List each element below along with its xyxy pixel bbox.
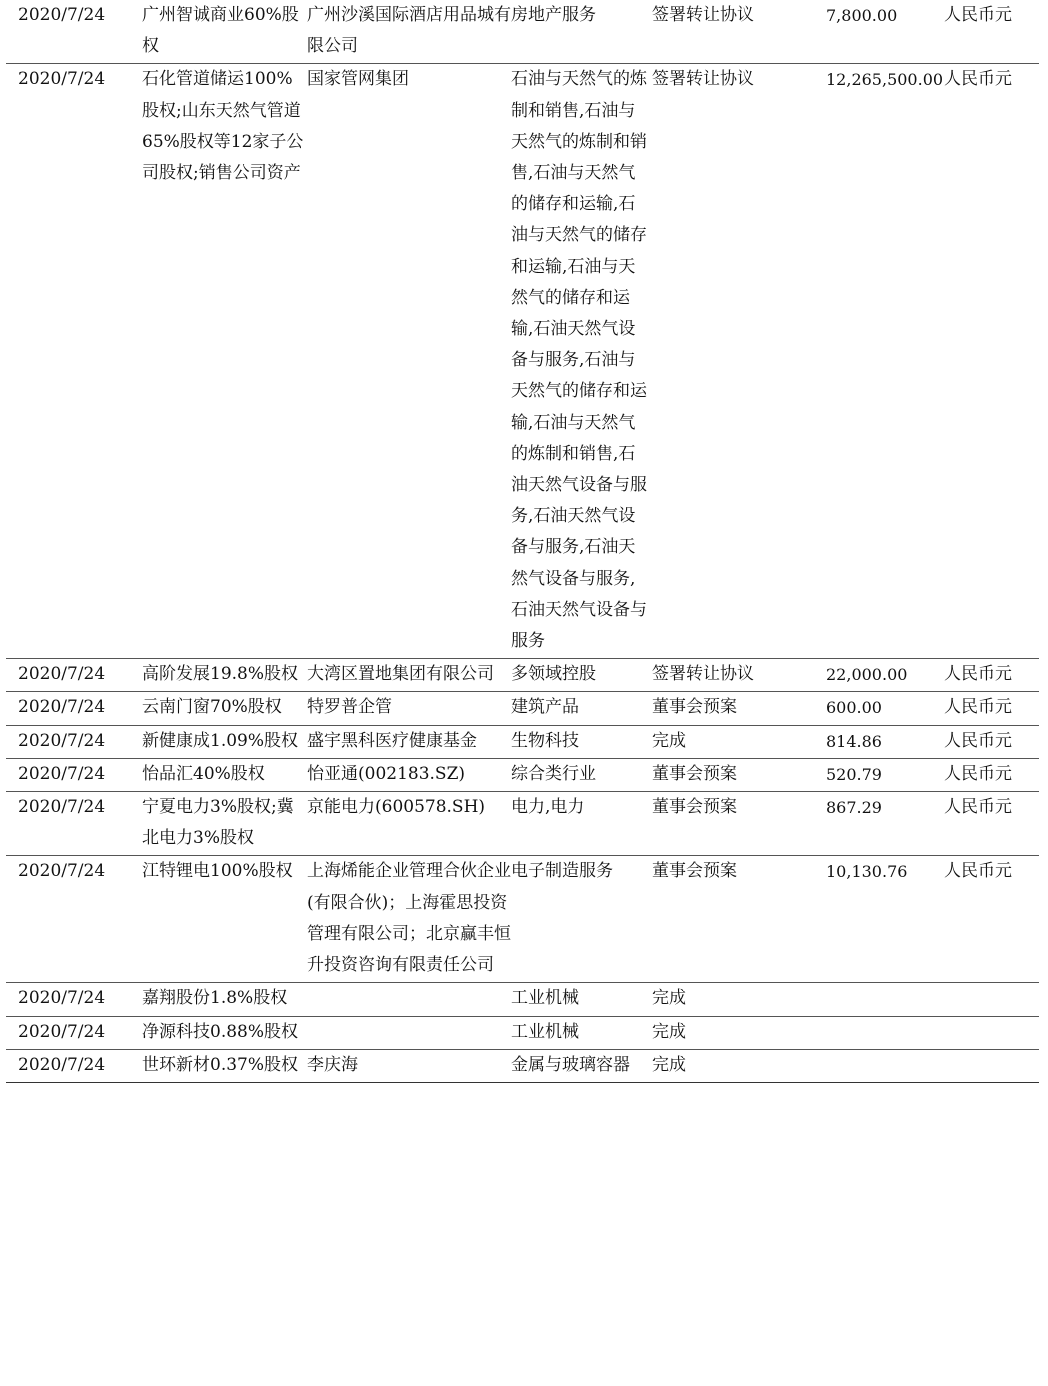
cell-amount: 520.79 <box>826 758 944 791</box>
cell-industry: 电子制造服务 <box>511 856 652 983</box>
cell-target: 宁夏电力3%股权;冀北电力3%股权 <box>142 792 307 856</box>
table-row <box>6 1016 1039 1049</box>
cell-status: 签署转让协议 <box>652 0 826 64</box>
cell-amount: 814.86 <box>826 725 944 758</box>
cell-date: 2020/7/24 <box>6 792 142 856</box>
cell-amount: 12,265,500.00 <box>826 64 944 659</box>
cell-target: 新健康成1.09%股权 <box>142 725 307 758</box>
cell-target: 世环新材0.37%股权 <box>142 1049 307 1082</box>
cell-industry: 多领域控股 <box>511 659 652 692</box>
cell-amount: 10,130.76 <box>826 856 944 983</box>
cell-status: 董事会预案 <box>652 692 826 725</box>
cell-currency <box>944 983 1039 1016</box>
table-row <box>6 983 1039 1016</box>
cell-buyer: 李庆海 <box>307 1049 511 1082</box>
cell-date: 2020/7/24 <box>6 725 142 758</box>
cell-buyer: 京能电力(600578.SH) <box>307 792 511 856</box>
cell-status: 完成 <box>652 1049 826 1082</box>
cell-industry: 金属与玻璃容器 <box>511 1049 652 1082</box>
cell-status: 完成 <box>652 1016 826 1049</box>
cell-status: 董事会预案 <box>652 856 826 983</box>
cell-amount: 600.00 <box>826 692 944 725</box>
cell-currency: 人民币元 <box>944 758 1039 791</box>
cell-date: 2020/7/24 <box>6 1049 142 1082</box>
cell-currency: 人民币元 <box>944 692 1039 725</box>
cell-target: 嘉翔股份1.8%股权 <box>142 983 307 1016</box>
cell-amount: 22,000.00 <box>826 659 944 692</box>
cell-buyer: 盛宇黑科医疗健康基金 <box>307 725 511 758</box>
cell-industry: 工业机械 <box>511 1016 652 1049</box>
cell-status: 签署转让协议 <box>652 64 826 659</box>
cell-buyer: 特罗普企管 <box>307 692 511 725</box>
cell-industry: 工业机械 <box>511 983 652 1016</box>
cell-status: 董事会预案 <box>652 792 826 856</box>
table-row <box>6 0 1039 64</box>
cell-buyer: 国家管网集团 <box>307 64 511 659</box>
cell-status: 完成 <box>652 983 826 1016</box>
cell-date: 2020/7/24 <box>6 856 142 983</box>
cell-industry: 石油与天然气的炼制和销售,石油与天然气的炼制和销售,石油与天然气的储存和运输,石油与天然气的储存和运输,石油与天然气的储存和运输,石油天然气设备与服务,石油与天然气的储存和运输,石油与天然气的炼制和销售,石油天然气设备与服务,石油天然气设备与服务,石油天然气设备与服务,石油天然气设备与服务 <box>511 64 652 659</box>
cell-buyer: 广州沙溪国际酒店用品城有限公司 <box>307 0 511 64</box>
cell-status: 董事会预案 <box>652 758 826 791</box>
cell-currency: 人民币元 <box>944 792 1039 856</box>
cell-target: 江特锂电100%股权 <box>142 856 307 983</box>
table-row <box>6 659 1039 692</box>
table-row <box>6 64 1039 659</box>
cell-amount <box>826 983 944 1016</box>
cell-amount: 7,800.00 <box>826 0 944 64</box>
cell-date: 2020/7/24 <box>6 1016 142 1049</box>
cell-target: 高阶发展19.8%股权 <box>142 659 307 692</box>
cell-target: 石化管道储运100%股权;山东天然气管道65%股权等12家子公司股权;销售公司资产 <box>142 64 307 659</box>
cell-currency <box>944 1016 1039 1049</box>
cell-date: 2020/7/24 <box>6 758 142 791</box>
cell-target: 云南门窗70%股权 <box>142 692 307 725</box>
deals-table-body <box>6 0 1039 1082</box>
cell-target: 净源科技0.88%股权 <box>142 1016 307 1049</box>
table-row <box>6 758 1039 791</box>
table-row <box>6 792 1039 856</box>
cell-buyer: 大湾区置地集团有限公司 <box>307 659 511 692</box>
cell-currency <box>944 1049 1039 1082</box>
cell-currency: 人民币元 <box>944 64 1039 659</box>
cell-amount <box>826 1016 944 1049</box>
cell-industry: 综合类行业 <box>511 758 652 791</box>
cell-currency: 人民币元 <box>944 725 1039 758</box>
cell-date: 2020/7/24 <box>6 659 142 692</box>
cell-date: 2020/7/24 <box>6 983 142 1016</box>
cell-industry: 房地产服务 <box>511 0 652 64</box>
table-row <box>6 692 1039 725</box>
cell-amount: 867.29 <box>826 792 944 856</box>
cell-industry: 电力,电力 <box>511 792 652 856</box>
deals-table <box>6 0 1039 1083</box>
cell-target: 怡品汇40%股权 <box>142 758 307 791</box>
table-row <box>6 856 1039 983</box>
cell-status: 完成 <box>652 725 826 758</box>
cell-industry: 生物科技 <box>511 725 652 758</box>
cell-date: 2020/7/24 <box>6 0 142 64</box>
table-row <box>6 1049 1039 1082</box>
cell-date: 2020/7/24 <box>6 692 142 725</box>
cell-currency: 人民币元 <box>944 0 1039 64</box>
cell-buyer <box>307 983 511 1016</box>
cell-date: 2020/7/24 <box>6 64 142 659</box>
cell-amount <box>826 1049 944 1082</box>
cell-buyer: 上海烯能企业管理合伙企业(有限合伙)；上海霍思投资管理有限公司；北京赢丰恒升投资咨询有限责任公司 <box>307 856 511 983</box>
cell-status: 签署转让协议 <box>652 659 826 692</box>
cell-industry: 建筑产品 <box>511 692 652 725</box>
cell-buyer <box>307 1016 511 1049</box>
cell-currency: 人民币元 <box>944 659 1039 692</box>
table-row <box>6 725 1039 758</box>
cell-currency: 人民币元 <box>944 856 1039 983</box>
cell-buyer: 怡亚通(002183.SZ) <box>307 758 511 791</box>
cell-target: 广州智诚商业60%股权 <box>142 0 307 64</box>
